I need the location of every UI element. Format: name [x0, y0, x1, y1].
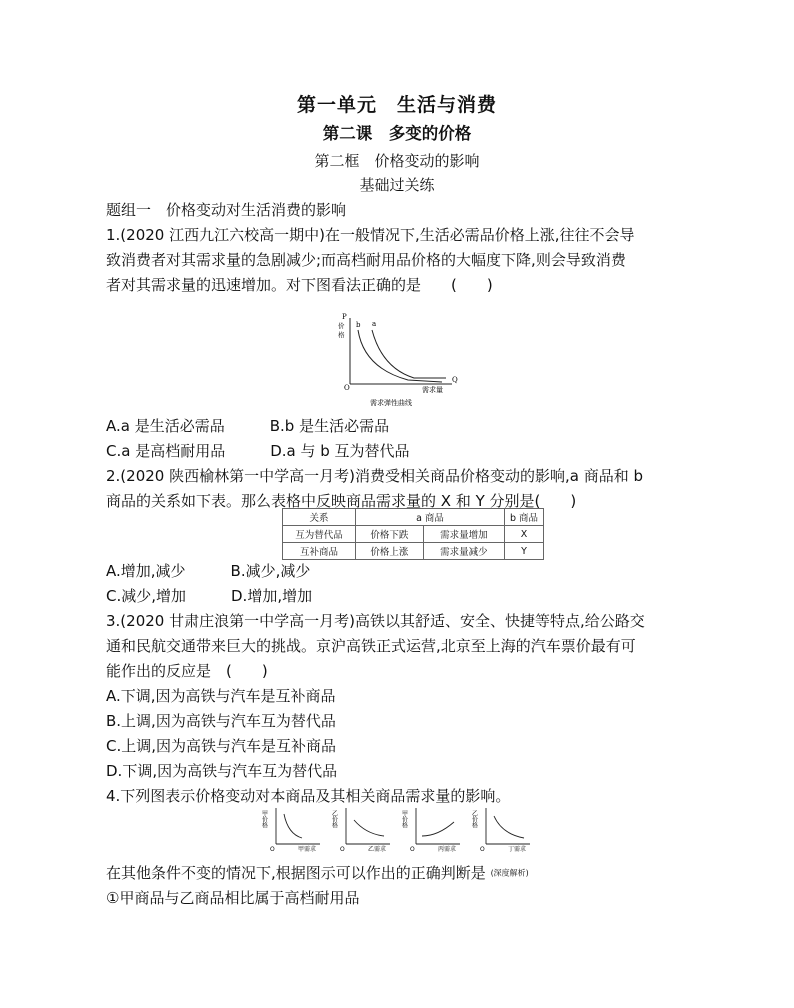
- table-cell: 需求量减少: [423, 543, 504, 560]
- curve-b: [358, 330, 442, 382]
- q2-line-1: 2.(2020 陕西榆林第一中学高一月考)消费受相关商品价格变动的影响,a 商品和 b: [106, 467, 643, 485]
- q4-line-2: [106, 863, 529, 884]
- q4-question-text: 在其他条件不变的情况下,根据图示可以作出的正确判断是: [106, 864, 486, 882]
- table-cell: 价格上涨: [356, 543, 424, 560]
- q3-option-d: D.下调,因为高铁与汽车互为替代品: [106, 762, 338, 780]
- depth-analysis-tag: (深度解析): [490, 868, 529, 878]
- origin-label: O: [344, 384, 350, 392]
- table-header-cell: a 商品: [356, 509, 505, 526]
- practice-title: 基础过关练: [359, 176, 435, 194]
- axis-p-label: P: [342, 313, 347, 321]
- curve-3: [422, 822, 454, 836]
- graph-4-xlabel: 丁需求: [508, 846, 527, 853]
- curve-a: [372, 330, 446, 378]
- table-row: [283, 543, 544, 560]
- graph-yi-demand: [331, 808, 391, 853]
- axis-q-label: Q: [452, 376, 458, 384]
- unit-title: 第一单元 生活与消费: [296, 94, 497, 116]
- axis-price-label-1: 价: [338, 322, 345, 330]
- table-cell: X: [505, 526, 544, 543]
- frame-title: 第二框 价格变动的影响: [314, 152, 480, 170]
- graph-caption: 需求弹性曲线: [370, 399, 412, 407]
- table-row: [283, 526, 544, 543]
- table-cell: Y: [505, 543, 544, 560]
- q2-line-2: 商品的关系如下表。那么表格中反映商品需求量的 X 和 Y 分别是( ): [106, 492, 577, 510]
- graph-1-ylabel: 甲价格: [260, 810, 268, 828]
- lesson-title: 第二课 多变的价格: [322, 124, 472, 143]
- q3-option-a: A.下调,因为高铁与汽车是互补商品: [106, 687, 336, 705]
- q1-option-cd: C.a 是高档耐用品 D.a 与 b 互为替代品: [106, 442, 410, 460]
- graph-2-origin: O: [340, 846, 345, 853]
- q3-line-2: 通和民航交通带来巨大的挑战。京沪高铁正式运营,北京至上海的汽车票价最有可: [106, 637, 636, 655]
- demand-elasticity-graph: [330, 312, 465, 412]
- graph-jia-demand: [261, 808, 321, 853]
- axis-price-label-2: 格: [338, 331, 345, 339]
- graph-2-ylabel: 乙价格: [330, 810, 338, 828]
- graph-4-ylabel: 乙价格: [470, 810, 478, 828]
- q3-option-b: B.上调,因为高铁与汽车互为替代品: [106, 712, 336, 730]
- curve-1: [284, 814, 302, 838]
- graph-1-origin: O: [270, 846, 275, 853]
- table-cell: 需求量增加: [423, 526, 504, 543]
- table-header-cell: b 商品: [505, 509, 544, 526]
- graph-bing-demand: [401, 808, 461, 853]
- table-cell: 互补商品: [283, 543, 356, 560]
- table-header-cell: 关系: [283, 509, 356, 526]
- q2-option-ab: A.增加,减少 B.减少,减少: [106, 562, 311, 580]
- graph-3-origin: O: [410, 846, 415, 853]
- curve-a-label: a: [372, 320, 377, 328]
- q3-line-3: 能作出的反应是 ( ): [106, 662, 268, 680]
- q3-option-c: C.上调,因为高铁与汽车是互补商品: [106, 737, 337, 755]
- q1-line-1: 1.(2020 江西九江六校高一期中)在一般情况下,生活必需品价格上涨,往往不会导: [106, 226, 635, 244]
- table-header-row: [283, 509, 544, 526]
- curve-4: [494, 816, 524, 838]
- q1-line-3: 者对其需求量的迅速增加。对下图看法正确的是 ( ): [106, 276, 493, 294]
- graph-ding-demand: [471, 808, 531, 853]
- table-cell: 价格下跌: [356, 526, 424, 543]
- group-heading: 题组一 价格变动对生活消费的影响: [106, 201, 347, 219]
- q3-line-1: 3.(2020 甘肃庄浪第一中学高一月考)高铁以其舒适、安全、快捷等特点,给公路交: [106, 612, 645, 630]
- relation-table: [282, 508, 544, 560]
- q4-intro: 4.下列图表示价格变动对本商品及其相关商品需求量的影响。: [106, 787, 511, 805]
- q4-item-1: ①甲商品与乙商品相比属于高档耐用品: [106, 889, 360, 907]
- axis-quantity-label: 需求量: [422, 386, 443, 394]
- graph-1-xlabel: 甲需求: [298, 846, 317, 853]
- q4-graphs: [262, 804, 534, 854]
- graph-2-xlabel: 乙需求: [368, 846, 387, 853]
- q2-option-cd: C.减少,增加 D.增加,增加: [106, 587, 313, 605]
- curve-b-label: b: [356, 321, 361, 329]
- curve-2: [354, 820, 384, 836]
- graph-3-xlabel: 丙需求: [438, 846, 457, 853]
- graph-4-origin: O: [480, 846, 485, 853]
- table-cell: 互为替代品: [283, 526, 356, 543]
- q1-option-ab: A.a 是生活必需品 B.b 是生活必需品: [106, 417, 390, 435]
- graph-3-ylabel: 甲价格: [400, 810, 408, 828]
- q1-line-2: 致消费者对其需求量的急剧减少;而高档耐用品价格的大幅度下降,则会导致消费: [106, 251, 626, 269]
